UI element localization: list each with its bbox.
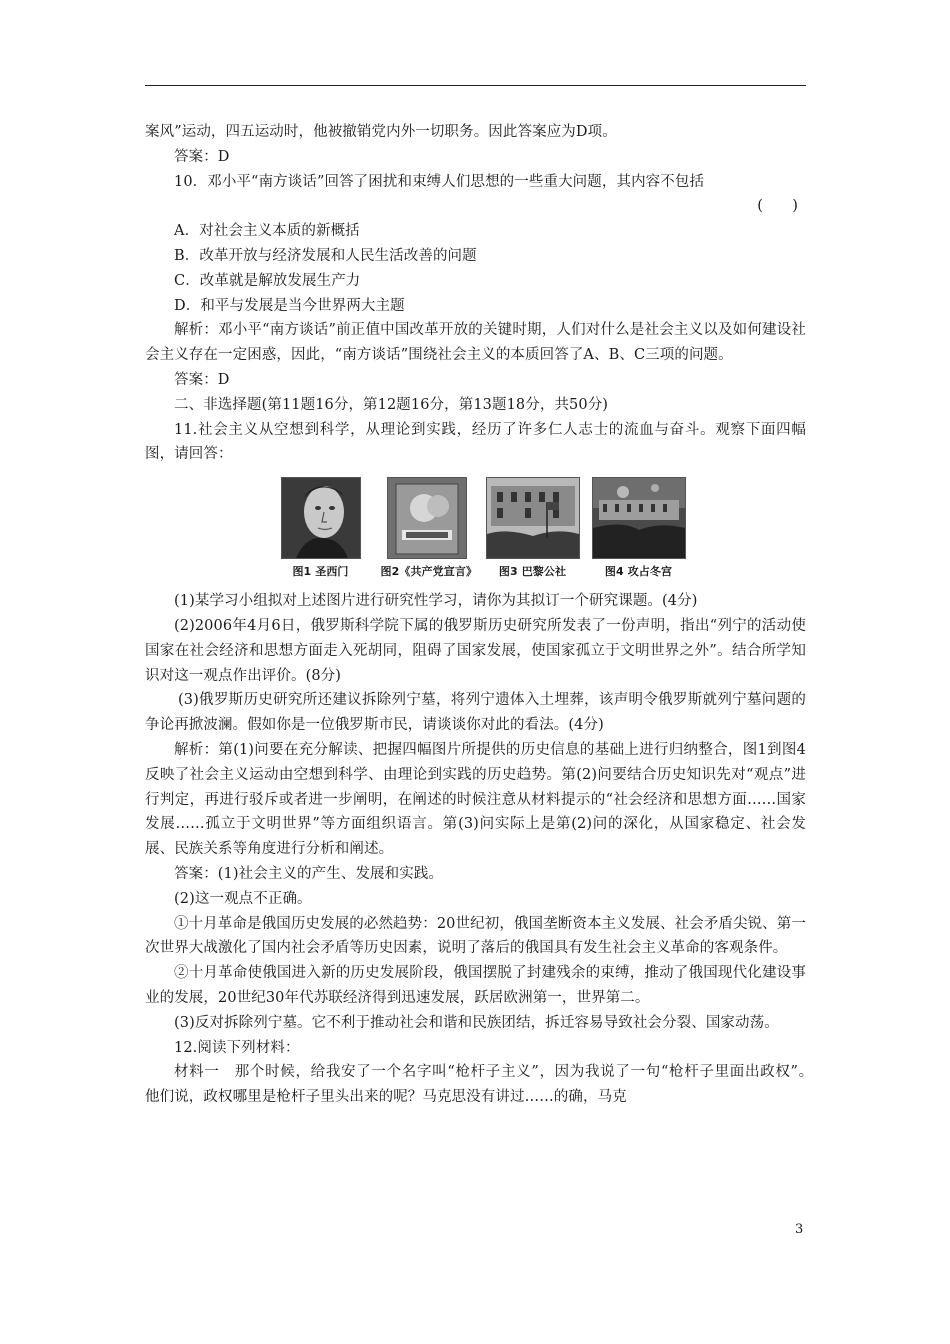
text-line: 材料一 那个时候，给我安了一个名字叫“枪杆子主义”，因为我说了一句“枪杆子里面出政权”。 他们说，政权哪里是枪杆子里头出来的呢？马克思没有讲过……的确，马克 [145,1064,821,1106]
text-line: 11.社会主义从空想到科学，从理论到实践，经历了许多仁人志士的流血与奋斗。观察下面四幅图，请回答： [145,421,806,463]
portrait-image [281,477,361,559]
figure-caption: 图4 攻占冬宫 [604,565,673,579]
text-line: B．改革开放与经济发展和人民生活改善的问题 [174,247,477,264]
text-line: 解析：邓小平“南方谈话”前正值中国改革开放的关键时期，人们对什么是社会主义以及如何建设社会主义存在一定困惑，因此，“南方谈话”围绕社会主义的本质回答了A、B、C三项的问题。 [145,322,806,364]
text-line: C．改革就是解放发展生产力 [174,272,361,289]
book-cover-image [387,477,467,559]
text-line: 答案：D [174,148,230,165]
text-line: ①十月革命是俄国历史发展的必然趋势：20世纪初，俄国垄断资本主义发展、社会矛盾尖锐、第一次世界大战激化了国内社会矛盾等历史因素，说明了落后的俄国具有发生社会主义革命的客观条件。 [145,915,806,957]
text-line: 答案：(1)社会主义的产生、发展和实践。 [174,865,444,882]
text-line: ②十月革命使俄国进入新的历史发展阶段，俄国摆脱了封建残余的束缚，推动了俄国现代化建设事业的发展，20世纪30年代苏联经济得到迅速发展，跃居欧洲第一，世界第二。 [145,965,806,1006]
text-line: 12.阅读下列材料： [174,1039,300,1056]
text-line: 案风”运动，四五运动时，他被撤销党内外一切职务。因此答案应为D项。 [145,124,617,140]
text-line: 解析：第(1)问要在充分解读、把握四幅图片所提供的历史信息的基础上进行归纳整合，图1到图4反映了社会主义运动由空想到科学、由理论到实践的历史趋势。第(2)问要结合历史知识先对“观点”进行判定，再进行驳斥或者进一步阐明，在阐述的时候注意从材料提示的“社会经济和思想方面……国家发展……孤立于文明世界”等方面组织语言。第(3)问实际上是第(2)问的深化，从国家稳定、社会发展、民族关系等角度进行分析和阐述。 [145,741,806,858]
figure-caption: 图1 圣西门 [292,565,349,579]
text-line: ( ) [757,198,798,215]
figure-2 [380,477,478,579]
figure-caption: 图3 巴黎公社 [498,565,567,579]
header-rule [145,85,806,86]
text-line: 二、非选择题(第11题16分，第12题16分，第13题18分，共50分) [174,396,609,413]
text-line: (1)某学习小组拟对上述图片进行研究性学习，请你为其拟订一个研究课题。(4分) [174,593,698,610]
figure-row [145,477,806,579]
figure-3 [487,477,579,579]
text-block-1 [145,120,806,467]
text-line: 答案：D [174,371,230,388]
text-line: (3)俄罗斯历史研究所还建议拆除列宁墓，将列宁遗体入土埋葬，该声明令俄罗斯就列宁墓问题的争论再掀波澜。假如你是一位俄罗斯市民，请谈谈你对此的看法。(4分) [145,692,806,734]
text-line: 10．邓小平“南方谈话”回答了困扰和束缚人们思想的一些重大问题，其内容不包括 [174,173,705,190]
document-body [145,120,821,1110]
text-line: (2)这一观点不正确。 [174,890,312,907]
text-line: D．和平与发展是当今世界两大主题 [174,297,405,314]
battle-scene-image [592,477,686,559]
page-number: 3 [795,1222,804,1237]
text-line: A．对社会主义本质的新概括 [174,223,360,240]
crowd-scene-image [486,477,580,559]
text-line: (2)2006年4月6日，俄罗斯科学院下属的俄罗斯历史研究所发表了一份声明，指出“列宁的活动使国家在社会经济和思想方面走入死胡同，阻碍了国家发展，使国家孤立于文明世界之外”。结合所学知识对这一观点作出评价。(8分) [145,617,806,684]
figure-4 [593,477,685,579]
text-line: (3)反对拆除列宁墓。它不利于推动社会和谐和民族团结，拆迁容易导致社会分裂、国家动荡。 [174,1014,779,1031]
figure-caption: 图2《共产党宣言》 [380,565,478,579]
figure-1 [275,477,367,579]
text-block-2 [145,589,821,1110]
